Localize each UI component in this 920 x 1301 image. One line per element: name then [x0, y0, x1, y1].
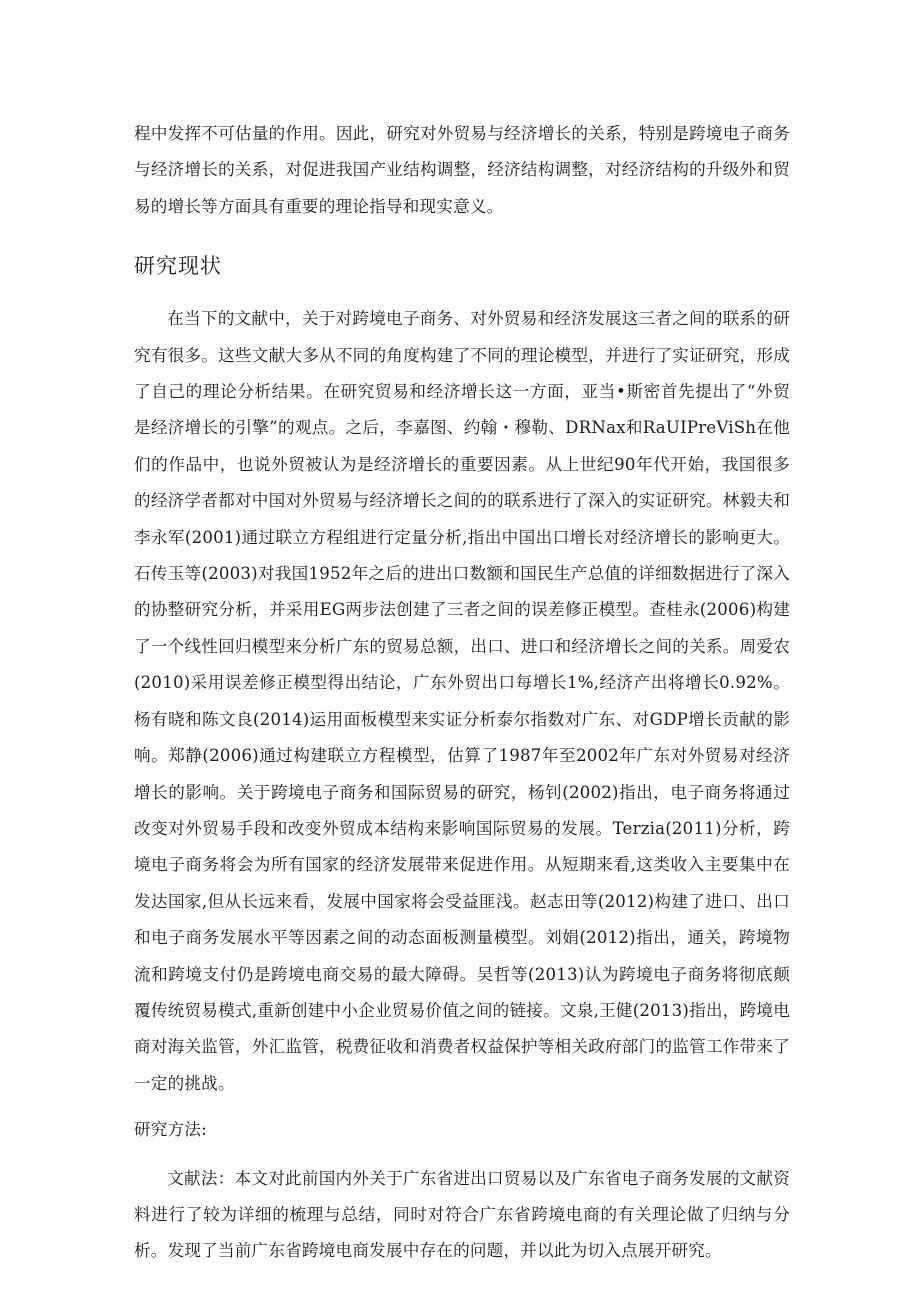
section-heading: 研究现状	[134, 254, 222, 279]
method-paragraph: 文献法：本文对此前国内外关于广东省进出口贸易以及广东省电子商务发展的文献资料进行了较为详细的梳理与总结，同时对符合广东省跨境电商的有关理论做了归纳与分析。发现了当前广东省跨境电商发展中存在的问题，并以此为切入点展开研究。	[134, 1168, 790, 1261]
method-label: 研究方法:	[134, 1120, 207, 1140]
status-paragraph: 在当下的文献中，关于对跨境电子商务、对外贸易和经济发展这三者之间的联系的研究有很多。这些文献大多从不同的角度构建了不同的理论模型，并进行了实证研究，形成了自己的理论分析结果。在研究贸易和经济增长这一方面，亚当•斯密首先提出了“外贸是经济增长的引擎”的观点。之后，李嘉图、约翰・穆勒、DRNax和RaUIPreViSh在他们的作品中，也说外贸被认为是经济增长的重要因素。从上世纪90年代开始，我国很多的经济学者都对中国对外贸易与经济增长之间的的联系进行了深入的实证研究。林毅夫和李永军(2001)通过联立方程组进行定量分析,指出中国出口增长对经济增长的影响更大。石传玉等(2003)对我国1952年之后的进出口数额和国民生产总值的详细数据进行了深入的协整研究分析，并采用EG两步法创建了三者之间的误差修正模型。查桂永(2006)构建了一个线性回归模型来分析广东的贸易总额，出口、进口和经济增长之间的关系。周爱农(2010)采用误差修正模型得出结论，广东外贸出口每增长1%,经济产出将增长0.92%。杨有晓和陈文良(2014)运用面板模型来实证分析泰尔指数对广东、对GDP增长贡献的影响。郑静(2006)通过构建联立方程模型，估算了1987年至2002年广东对外贸易对经济增长的影响。关于跨境电子商务和国际贸易的研究，杨钊(2002)指出，电子商务将通过改变对外贸易手段和改变外贸成本结构来影响国际贸易的发展。Terzia(2011)分析，跨境电子商务将会为所有国家的经济发展带来促进作用。从短期来看,这类收入主要集中在发达国家,但从长远来看，发展中国家将会受益匪浅。赵志田等(2012)构建了进口、出口和电子商务发展水平等因素之间的动态面板测量模型。刘娟(2012)指出，通关，跨境物流和跨境支付仍是跨境电商交易的最大障碍。吴哲等(2013)认为跨境电子商务将彻底颠覆传统贸易模式,重新创建中小企业贸易价值之间的链接。文泉,王健(2013)指出，跨境电商对海关监管，外汇监管，税费征收和消费者权益保护等相关政府部门的监管工作带来了一定的挑战。	[134, 309, 790, 1093]
intro-paragraph: 程中发挥不可估量的作用。因此，研究对外贸易与经济增长的关系，特别是跨境电子商务与经济增长的关系，对促进我国产业结构调整，经济结构调整，对经济结构的升级外和贸易的增长等方面具有重要的理论指导和现实意义。	[134, 124, 790, 216]
document-body	[134, 116, 790, 1270]
